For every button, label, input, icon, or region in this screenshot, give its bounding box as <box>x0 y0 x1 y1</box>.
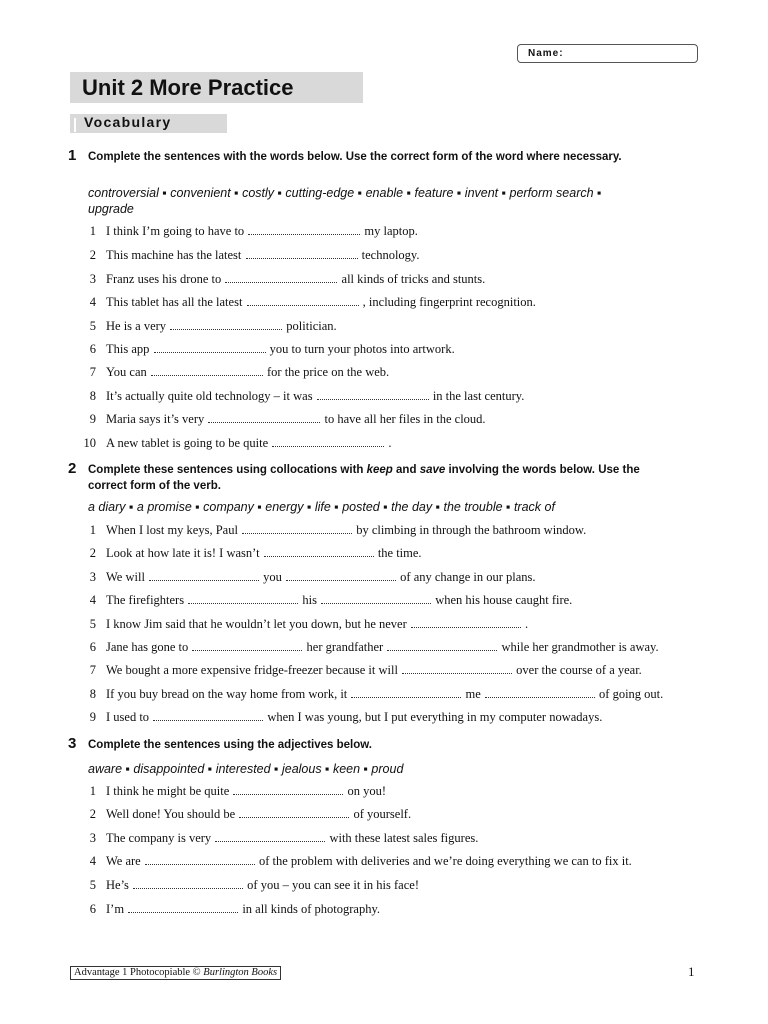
sentence-fragment: The company is very <box>106 831 212 845</box>
item-sentence <box>106 639 659 655</box>
instruction-text-b: and <box>392 464 420 476</box>
item-number: 5 <box>89 878 96 892</box>
sentence-fragment: to have all her files in the cloud. <box>324 412 486 426</box>
item-number: 6 <box>89 902 96 916</box>
sentence-fragment: , including fingerprint recognition. <box>362 295 536 309</box>
item-sentence <box>106 411 486 427</box>
item-number: 8 <box>89 687 96 701</box>
answer-blank[interactable] <box>215 830 325 842</box>
item-sentence <box>106 341 455 357</box>
sentence-fragment: Jane has gone to <box>106 640 189 654</box>
item-sentence <box>106 853 632 869</box>
item-sentence <box>106 709 602 725</box>
sentence-fragment: I think he might be quite <box>106 784 230 798</box>
item-sentence <box>106 877 419 893</box>
answer-blank[interactable] <box>239 806 349 818</box>
sentence-fragment: when his house caught fire. <box>435 593 573 607</box>
answer-blank[interactable] <box>149 569 259 581</box>
item-number: 2 <box>89 546 96 560</box>
section-tab-vocabulary: Vocabulary <box>70 114 227 133</box>
sentence-fragment: We are <box>106 854 141 868</box>
item-sentence <box>106 592 572 608</box>
answer-blank[interactable] <box>272 435 384 447</box>
sentence-fragment: in the last century. <box>432 389 525 403</box>
exercise-instruction: Complete the sentences with the words below. Use the correct form of the word where necessary. <box>88 151 622 163</box>
sentence-fragment: The firefighters <box>106 593 185 607</box>
answer-blank[interactable] <box>225 271 337 283</box>
sentence-fragment: I know Jim said that he wouldn’t let you down, but he never <box>106 617 407 631</box>
sentence-fragment: in all kinds of photography. <box>242 902 381 916</box>
sentence-fragment: . <box>525 617 529 631</box>
sentence-fragment: Well done! You should be <box>106 807 236 821</box>
answer-blank[interactable] <box>387 639 497 651</box>
instruction-save: save <box>419 464 446 476</box>
item-sentence <box>106 616 528 632</box>
answer-blank[interactable] <box>192 639 302 651</box>
answer-blank[interactable] <box>145 853 255 865</box>
answer-blank[interactable] <box>151 364 263 376</box>
sentence-fragment: This app <box>106 342 150 356</box>
footer-text: Advantage 1 Photocopiable © <box>74 967 204 978</box>
item-number: 3 <box>89 570 96 584</box>
answer-blank[interactable] <box>208 411 320 423</box>
sentence-fragment: He is a very <box>106 319 167 333</box>
sentence-fragment: I used to <box>106 710 150 724</box>
answer-blank[interactable] <box>128 901 238 913</box>
sentence-fragment: He’s <box>106 878 129 892</box>
sentence-fragment: the time. <box>377 546 422 560</box>
exercise-number: 2 <box>68 460 77 477</box>
sentence-fragment: of any change in our plans. <box>400 570 536 584</box>
instruction-text-c: involving the words below. Use the correct form of the verb. <box>88 464 640 492</box>
answer-blank[interactable] <box>242 522 352 534</box>
sentence-fragment: This tablet has all the latest <box>106 295 243 309</box>
sentence-fragment: It’s actually quite old technology – it was <box>106 389 313 403</box>
sentence-fragment: A new tablet is going to be quite <box>106 436 269 450</box>
sentence-fragment: I’m <box>106 902 125 916</box>
sentence-fragment: by climbing in through the bathroom window. <box>356 523 587 537</box>
sentence-fragment: Maria says it’s very <box>106 412 205 426</box>
sentence-fragment: We bought a more expensive fridge-freezer because it will <box>106 663 398 677</box>
item-number: 1 <box>89 523 96 537</box>
answer-blank[interactable] <box>154 341 266 353</box>
item-sentence <box>106 364 389 380</box>
answer-blank[interactable] <box>485 686 595 698</box>
answer-blank[interactable] <box>411 616 521 628</box>
answer-blank[interactable] <box>286 569 396 581</box>
exercise-number: 3 <box>68 735 77 752</box>
item-sentence <box>106 783 386 799</box>
item-sentence <box>106 435 392 451</box>
item-sentence <box>106 318 337 334</box>
item-sentence <box>106 388 524 404</box>
exercise-instruction: Complete the sentences using the adjectives below. <box>88 739 372 751</box>
item-number: 5 <box>89 617 96 631</box>
item-number: 1 <box>89 224 96 238</box>
item-number: 9 <box>89 710 96 724</box>
item-number: 1 <box>89 784 96 798</box>
answer-blank[interactable] <box>133 877 243 889</box>
sentence-fragment: all kinds of tricks and stunts. <box>341 272 486 286</box>
sentence-fragment: We will <box>106 570 145 584</box>
answer-blank[interactable] <box>248 223 360 235</box>
sentence-fragment: technology. <box>361 248 420 262</box>
item-number: 4 <box>89 295 96 309</box>
item-number: 8 <box>89 389 96 403</box>
instruction-text-a: Complete these sentences using collocations with <box>88 464 367 476</box>
sentence-fragment: for the price on the web. <box>267 365 390 379</box>
item-sentence <box>106 247 420 263</box>
sentence-fragment: you to turn your photos into artwork. <box>269 342 455 356</box>
item-number: 2 <box>89 807 96 821</box>
sentence-fragment: You can <box>106 365 147 379</box>
footer-brand: Burlington Books <box>203 967 278 978</box>
sentence-fragment: politician. <box>286 319 337 333</box>
sentence-fragment: when I was young, but I put everything in my computer nowadays. <box>267 710 603 724</box>
sentence-fragment: Franz uses his drone to <box>106 272 222 286</box>
sentence-fragment: This machine has the latest <box>106 248 242 262</box>
exercise-instruction <box>88 462 648 494</box>
item-sentence <box>106 522 586 538</box>
answer-blank[interactable] <box>170 318 282 330</box>
word-bank: controversial ▪ convenient ▪ costly ▪ cutting-edge ▪ enable ▪ feature ▪ invent ▪ perform search ▪ upgrade <box>88 186 602 216</box>
answer-blank[interactable] <box>247 294 359 306</box>
answer-blank[interactable] <box>188 592 298 604</box>
instruction-keep: keep <box>366 464 393 476</box>
sentence-fragment: . <box>388 436 392 450</box>
word-bank: aware ▪ disappointed ▪ interested ▪ jealous ▪ keen ▪ proud <box>88 762 404 776</box>
sentence-fragment: of yourself. <box>353 807 412 821</box>
sentence-fragment: of going out. <box>599 687 664 701</box>
sentence-fragment: When I lost my keys, Paul <box>106 523 238 537</box>
sentence-fragment: If you buy bread on the way home from work, it <box>106 687 348 701</box>
item-number: 3 <box>89 831 96 845</box>
item-number: 7 <box>89 663 96 677</box>
sentence-fragment: of the problem with deliveries and we’re doing everything we can to fix it. <box>258 854 632 868</box>
item-sentence <box>106 806 411 822</box>
item-number: 3 <box>89 272 96 286</box>
item-number: 7 <box>89 365 96 379</box>
sentence-fragment: Look at how late it is! I wasn’t <box>106 546 260 560</box>
item-number: 2 <box>89 248 96 262</box>
item-sentence <box>106 294 536 310</box>
sentence-fragment: I think I’m going to have to <box>106 224 245 238</box>
answer-blank[interactable] <box>402 662 512 674</box>
answer-blank[interactable] <box>153 709 263 721</box>
item-sentence <box>106 271 485 287</box>
answer-blank[interactable] <box>351 686 461 698</box>
sentence-fragment: of you – you can see it in his face! <box>247 878 419 892</box>
answer-blank[interactable] <box>321 592 431 604</box>
item-number: 5 <box>89 319 96 333</box>
sentence-fragment: you <box>263 570 282 584</box>
sentence-fragment: over the course of a year. <box>516 663 642 677</box>
sentence-fragment: on you! <box>347 784 387 798</box>
unit-title: Unit 2 More Practice <box>70 72 363 103</box>
exercise-number: 1 <box>68 147 77 164</box>
name-field[interactable]: Name: <box>517 44 698 63</box>
sentence-fragment: while her grandmother is away. <box>501 640 659 654</box>
answer-blank[interactable] <box>246 247 358 259</box>
word-bank: a diary ▪ a promise ▪ company ▪ energy ▪ life ▪ posted ▪ the day ▪ the trouble ▪ track of <box>88 500 555 514</box>
footer-copyright <box>70 966 281 980</box>
item-number: 6 <box>89 342 96 356</box>
sentence-fragment: her grandfather <box>306 640 384 654</box>
sentence-fragment: me <box>465 687 481 701</box>
sentence-fragment: his <box>302 593 317 607</box>
sentence-fragment: my laptop. <box>364 224 418 238</box>
item-number: 9 <box>89 412 96 426</box>
item-sentence <box>106 901 380 917</box>
page-number: 1 <box>688 964 695 979</box>
item-number: 10 <box>83 436 96 450</box>
item-sentence <box>106 569 536 585</box>
item-number: 6 <box>89 640 96 654</box>
answer-blank[interactable] <box>233 783 343 795</box>
answer-blank[interactable] <box>264 545 374 557</box>
item-sentence <box>106 830 478 846</box>
item-sentence <box>106 545 422 561</box>
sentence-fragment: with these latest sales figures. <box>329 831 479 845</box>
item-number: 4 <box>89 854 96 868</box>
item-sentence <box>106 686 663 702</box>
item-number: 4 <box>89 593 96 607</box>
item-sentence <box>106 223 418 239</box>
answer-blank[interactable] <box>317 388 429 400</box>
item-sentence <box>106 662 642 678</box>
